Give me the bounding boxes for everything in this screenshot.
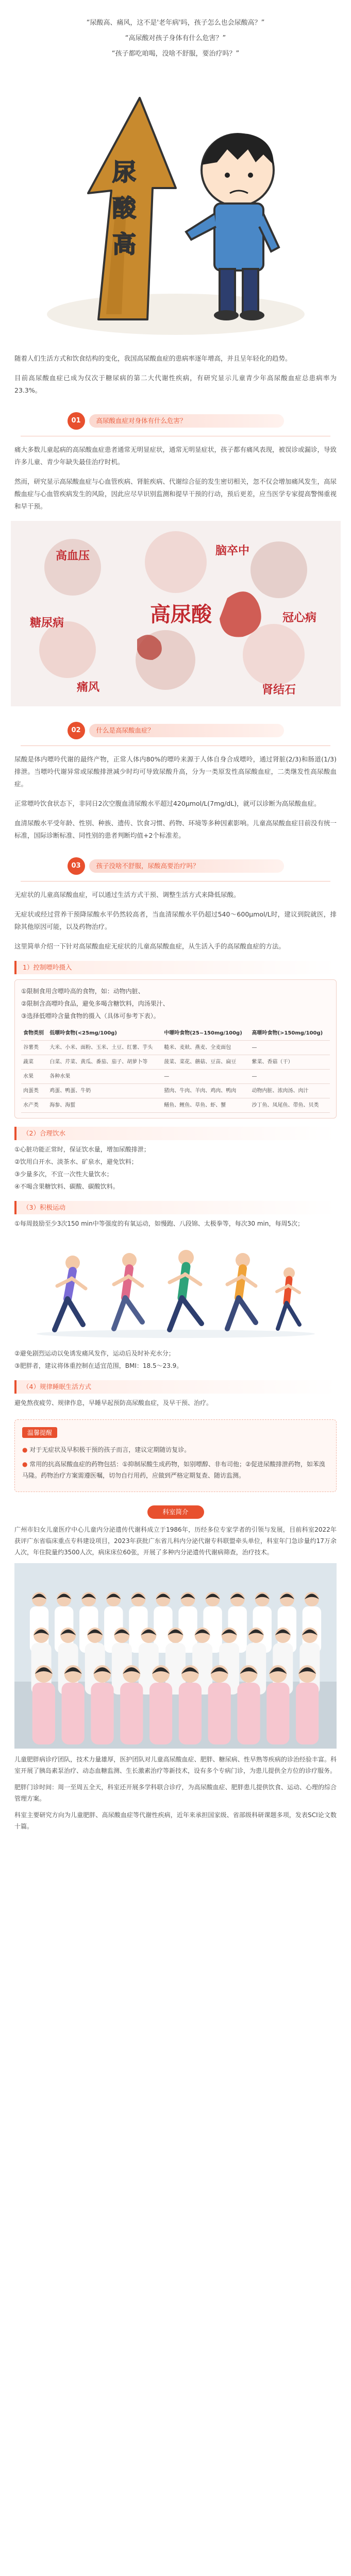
team-member-body [62,1683,85,1744]
hero-illustration [21,77,330,345]
department-research-text: 科室主要研究方向为儿童肥胖、高尿酸血症等代谢性疾病，近年来承担国家级、省部级科研课题多项，发表SCI论文数十篇。 [14,1811,337,1830]
table-row [21,1070,330,1084]
section-header-1 [68,411,284,431]
water-list [14,1143,337,1193]
table-cell: 菠菜、菜花、蘑菇、豆苗、扁豆 [162,1055,249,1070]
reminder-item: ● 常用的抗高尿酸血症的药物包括：①抑制尿酸生成药物，如别嘌醇、非布司他；②促进尿酸排泄药物，如苯溴马隆。药物治疗方案需遵医嘱，切勿自行用药，应做到严格定期复查、随访监测。 [22,1459,329,1481]
runner [114,1253,142,1329]
section-title: 高尿酸血症对身体有什么危害？ [89,414,284,428]
list-item: ①心脏功能正常时，保证饮水量，增加尿酸排泄； [14,1146,150,1153]
diet-list [21,985,330,1022]
list-item: ③肥胖者，建议将体重控制在适宜范围，BMI：18.5～23.9。 [14,1362,183,1369]
list-item: 避免熬夜疲劳、规律作息，早睡早起预防高尿酸血症，及早干预、治疗。 [14,1399,213,1406]
table-header-row [21,1026,330,1041]
team-member-body [149,1683,172,1744]
subsection-exercise: （3）积极运动 [14,1201,337,1214]
hero-char-3: 高 [112,230,136,258]
table-row [21,1084,330,1098]
table-row [21,1041,330,1055]
section-header-3 [68,856,284,876]
section-number: 01 [68,412,85,430]
table-cell: 水产类 [21,1098,47,1113]
intro-line-3: “孩子都吃咱喝，没啥不舒服，要治疗吗？” [111,50,240,58]
para-method-intro: 这里简单介绍一下针对高尿酸血症无症状的儿童高尿酸血症，从生活入手的高尿酸血症的方法。 [14,942,286,950]
team-member-body [91,1683,113,1744]
purine-food-table [21,1026,330,1113]
team-member-body [296,1683,319,1744]
divider [21,881,330,882]
table-cell: 鸡蛋、鸭蛋、牛奶 [47,1084,162,1098]
table-cell: 动物内脏、浓肉汤、肉汁 [250,1084,330,1098]
department-team-text: 儿童肥胖病诊疗团队，技术力量雄厚，医护团队对儿童高尿酸血症、肥胖、糖尿病、性早熟等疾病的诊治经验丰富。科室开展了胰岛素泵治疗、动态血糖监测、生长激素治疗等新技术，设有多个专病门诊，为患儿提供全方位的诊疗服务。 [14,1756,337,1774]
team-group-photo [14,1563,337,1749]
complications-illustration [11,521,341,706]
team-photo [14,1563,337,1749]
intro-line-2: “高尿酸对孩子身体有什么危害？” [125,35,226,42]
intro-questions [0,0,351,67]
table-cell: 大米、小米、面粉、玉米、土豆、红薯、芋头 [47,1041,162,1055]
divider [21,745,330,746]
runner [170,1250,202,1330]
runner [277,1267,299,1329]
table-cell: — [250,1070,330,1084]
table-cell: 鳝鱼、鲤鱼、草鱼、虾、蟹 [162,1098,249,1113]
para-lifestyle: 无症状的儿童高尿酸血症，可以通过生活方式干预、调整生活方式来降低尿酸。 [14,891,240,899]
reminder-item: ● 对于无症状及早积极干预的孩子而言，建议定期随访复诊。 [22,1444,329,1455]
complications-collage [11,521,341,706]
table-cell: 肉蛋类 [21,1084,47,1098]
table-cell: 紫菜、香菇（干） [250,1055,330,1070]
table-cell: 水果 [21,1070,47,1084]
para-diagnosis-criteria: 正常嘌呤饮食状态下，非同日2次空腹血清尿酸水平超过420μmol/L(7mg/dL)，就可以诊断为高尿酸血症。 [14,800,321,807]
subsection-sleep: （4）规律睡眠生活方式 [14,1380,337,1394]
section-title: 什么是高尿酸血症？ [89,724,284,737]
collage-center-label: 高尿酸 [149,603,212,626]
list-item: ③少量多次，不宜一次性大量饮水； [14,1171,113,1178]
para-symptoms: 痛大多数儿童起病的高尿酸血症患者通常无明显症状，通常无明显症状，孩子都有痛风表现，被误诊或漏诊，导致许多儿童、青少年缺失最佳治疗时机。 [14,446,337,466]
table-cell: 猪肉、牛肉、羊肉、鸡肉、鸭肉 [162,1084,249,1098]
table-cell: — [250,1041,330,1055]
exercise-list [14,1217,337,1230]
list-item: ②限制含高嘌呤食品，避免多喝含糖饮料，肉汤果汁、 [21,1000,169,1007]
table-cell: 糙米、麦麸、燕麦、全麦面包 [162,1041,249,1055]
para-prevalence-trend: 随着人们生活方式和饮食结构的变化，我国高尿酸血症的患病率逐年增高，并且呈年轻化的趋势。 [14,354,292,362]
hero-char-2: 酸 [112,194,136,222]
collage-label-coronary: 冠心病 [282,612,316,624]
collage-label-diabetes: 糖尿病 [29,617,64,630]
reminder-box [14,1419,337,1492]
subsection-diet: 1）控制嘌呤摄入 [14,961,337,974]
list-item: ③选择低嘌呤含量食物的摄入（具体可参考下表）。 [21,1012,160,1020]
para-risks: 然而，研究显示高尿酸血症与心血管疾病、肾脏疾病、代谢综合征的发生密切相关，忽不仅会增加痛风发生，高尿酸血症与心血管疾病发生的风险，因此应尽早识别监测和提早干预的行动，预后更差，应当医学专家提高警惕重视和早干预。 [14,478,337,510]
runners-illustration [31,1237,320,1340]
table-cell: 蔬菜 [21,1055,47,1070]
runner [55,1256,86,1330]
diet-panel [14,979,337,1118]
list-item: ②避免剧烈运动以免诱发痛风发作，运动后及时补充水分； [14,1350,175,1357]
team-member-body [237,1683,260,1744]
runner [227,1253,256,1329]
department-intro [14,1505,337,1832]
table-cell: — [162,1070,249,1084]
team-member-body [32,1683,55,1744]
table-cell: 谷薯类 [21,1041,47,1055]
collage-label-kidney-stone: 肾结石 [261,684,296,697]
collage-label-stroke: 脑卒中 [215,545,249,557]
department-tag: 科室简介 [147,1505,204,1519]
para-prevalence-rate: 目前高尿酸血症已成为仅次于糖尿病的第二大代谢性疾病，有研究显示儿童青少年高尿酸血症总患病率为23.3%。 [14,374,337,394]
table-header: 食物类别 [21,1026,47,1041]
hero-arrow-boy-illustration [21,77,330,345]
list-item: ①每周鼓励至少3次150 min中等强度的有氧运动，如慢跑、八段锦、太极拳等，每次30 min，每周5次； [14,1220,304,1227]
table-cell: 白菜、芹菜、黄瓜、番茄、茄子、胡萝卜等 [47,1055,162,1070]
collage-label-gout: 痛风 [76,681,99,694]
collage-label-hypertension: 高血压 [55,550,90,563]
para-uric-acid-definition: 尿酸是体内嘌呤代谢的最终产物，正常人体内80%的嘌呤来源于人体自身合成嘌呤，通过肾脏(2/3)和肠道(1/3)排泄。当嘌呤代谢异常或尿酸排泄减少时均可导致尿酸升高，分为一类原发性高尿酸血症，二类继发性高尿酸血症。 [14,755,337,788]
exercise-list-continued [14,1347,337,1372]
table-cell: 海参、海蜇 [47,1098,162,1113]
table-row [21,1098,330,1113]
table-header: 高嘌呤食物(>150mg/100g) [250,1026,330,1041]
section-number: 03 [68,857,85,875]
table-cell: 沙丁鱼、凤尾鱼、带鱼、贝类 [250,1098,330,1113]
hero-char-1: 尿 [112,158,136,186]
intro-line-1: “尿酸高、痛风，这不是'老年病'吗，孩子怎么也会尿酸高？” [86,19,265,27]
list-item: ①限制食用含嘌呤高的食物，如：动物内脏、 [21,988,144,995]
para-influencing-factors: 血清尿酸水平受年龄、性别、种族、遗传、饮食习惯、药物、环境等多种因素影响。儿童高尿酸血症目前没有统一标准，国际诊断标准、同性别的患者判断均值+2个标准差。 [14,819,337,839]
section-number: 02 [68,722,85,739]
table-header: 低嘌呤食物(<25mg/100g) [47,1026,162,1041]
subsection-water: （2）合理饮水 [14,1127,337,1140]
section-header-2 [68,721,284,740]
team-member-body [179,1683,202,1744]
section-title: 孩子没啥不舒服，尿酸高要治疗吗？ [89,859,284,873]
table-header: 中嘌呤食物(25~150mg/100g) [162,1026,249,1041]
reminder-tag: 温馨提醒 [22,1427,57,1438]
table-cell: 各种水果 [47,1070,162,1084]
para-treatment-threshold: 无症状或经过营养干预降尿酸水平仍然较高者，当血清尿酸水平仍超过540～600μmol/L时，建议到院就医，排除其他原因可能，以及药物治疗。 [14,910,337,930]
sleep-list [14,1397,337,1409]
department-clinic-text: 肥胖门诊时间：周一至周五全天，科室还开展多学科联合诊疗，为高尿酸血症、肥胖患儿提供饮食、运动、心理的综合管理方案。 [14,1784,337,1802]
list-item: ②饮用白开水、淡茶水、矿泉水，避免饮料； [14,1158,138,1165]
team-member-body [266,1683,289,1744]
department-intro-text: 广州市妇女儿童医疗中心儿童内分泌遗传代谢科成立于1986年，历经多位专家学者的引领与发展，目前科室2022年获评广东省临床重点专科建设项目，2023年获批广东省儿科内分泌代谢专科联盟牵头单位，科室年门急诊量约17万余人次，年住院量约3500人次，病床床位60张，开展了多种内分泌遗传代谢病筛查，治疗技术。 [14,1526,337,1556]
team-member-body [120,1683,143,1744]
list-item: ④不喝含果糖饮料、碳酸、碳酸饮料。 [14,1183,119,1190]
running-people-illustration [31,1237,320,1340]
table-row [21,1055,330,1070]
team-member-body [208,1683,231,1744]
